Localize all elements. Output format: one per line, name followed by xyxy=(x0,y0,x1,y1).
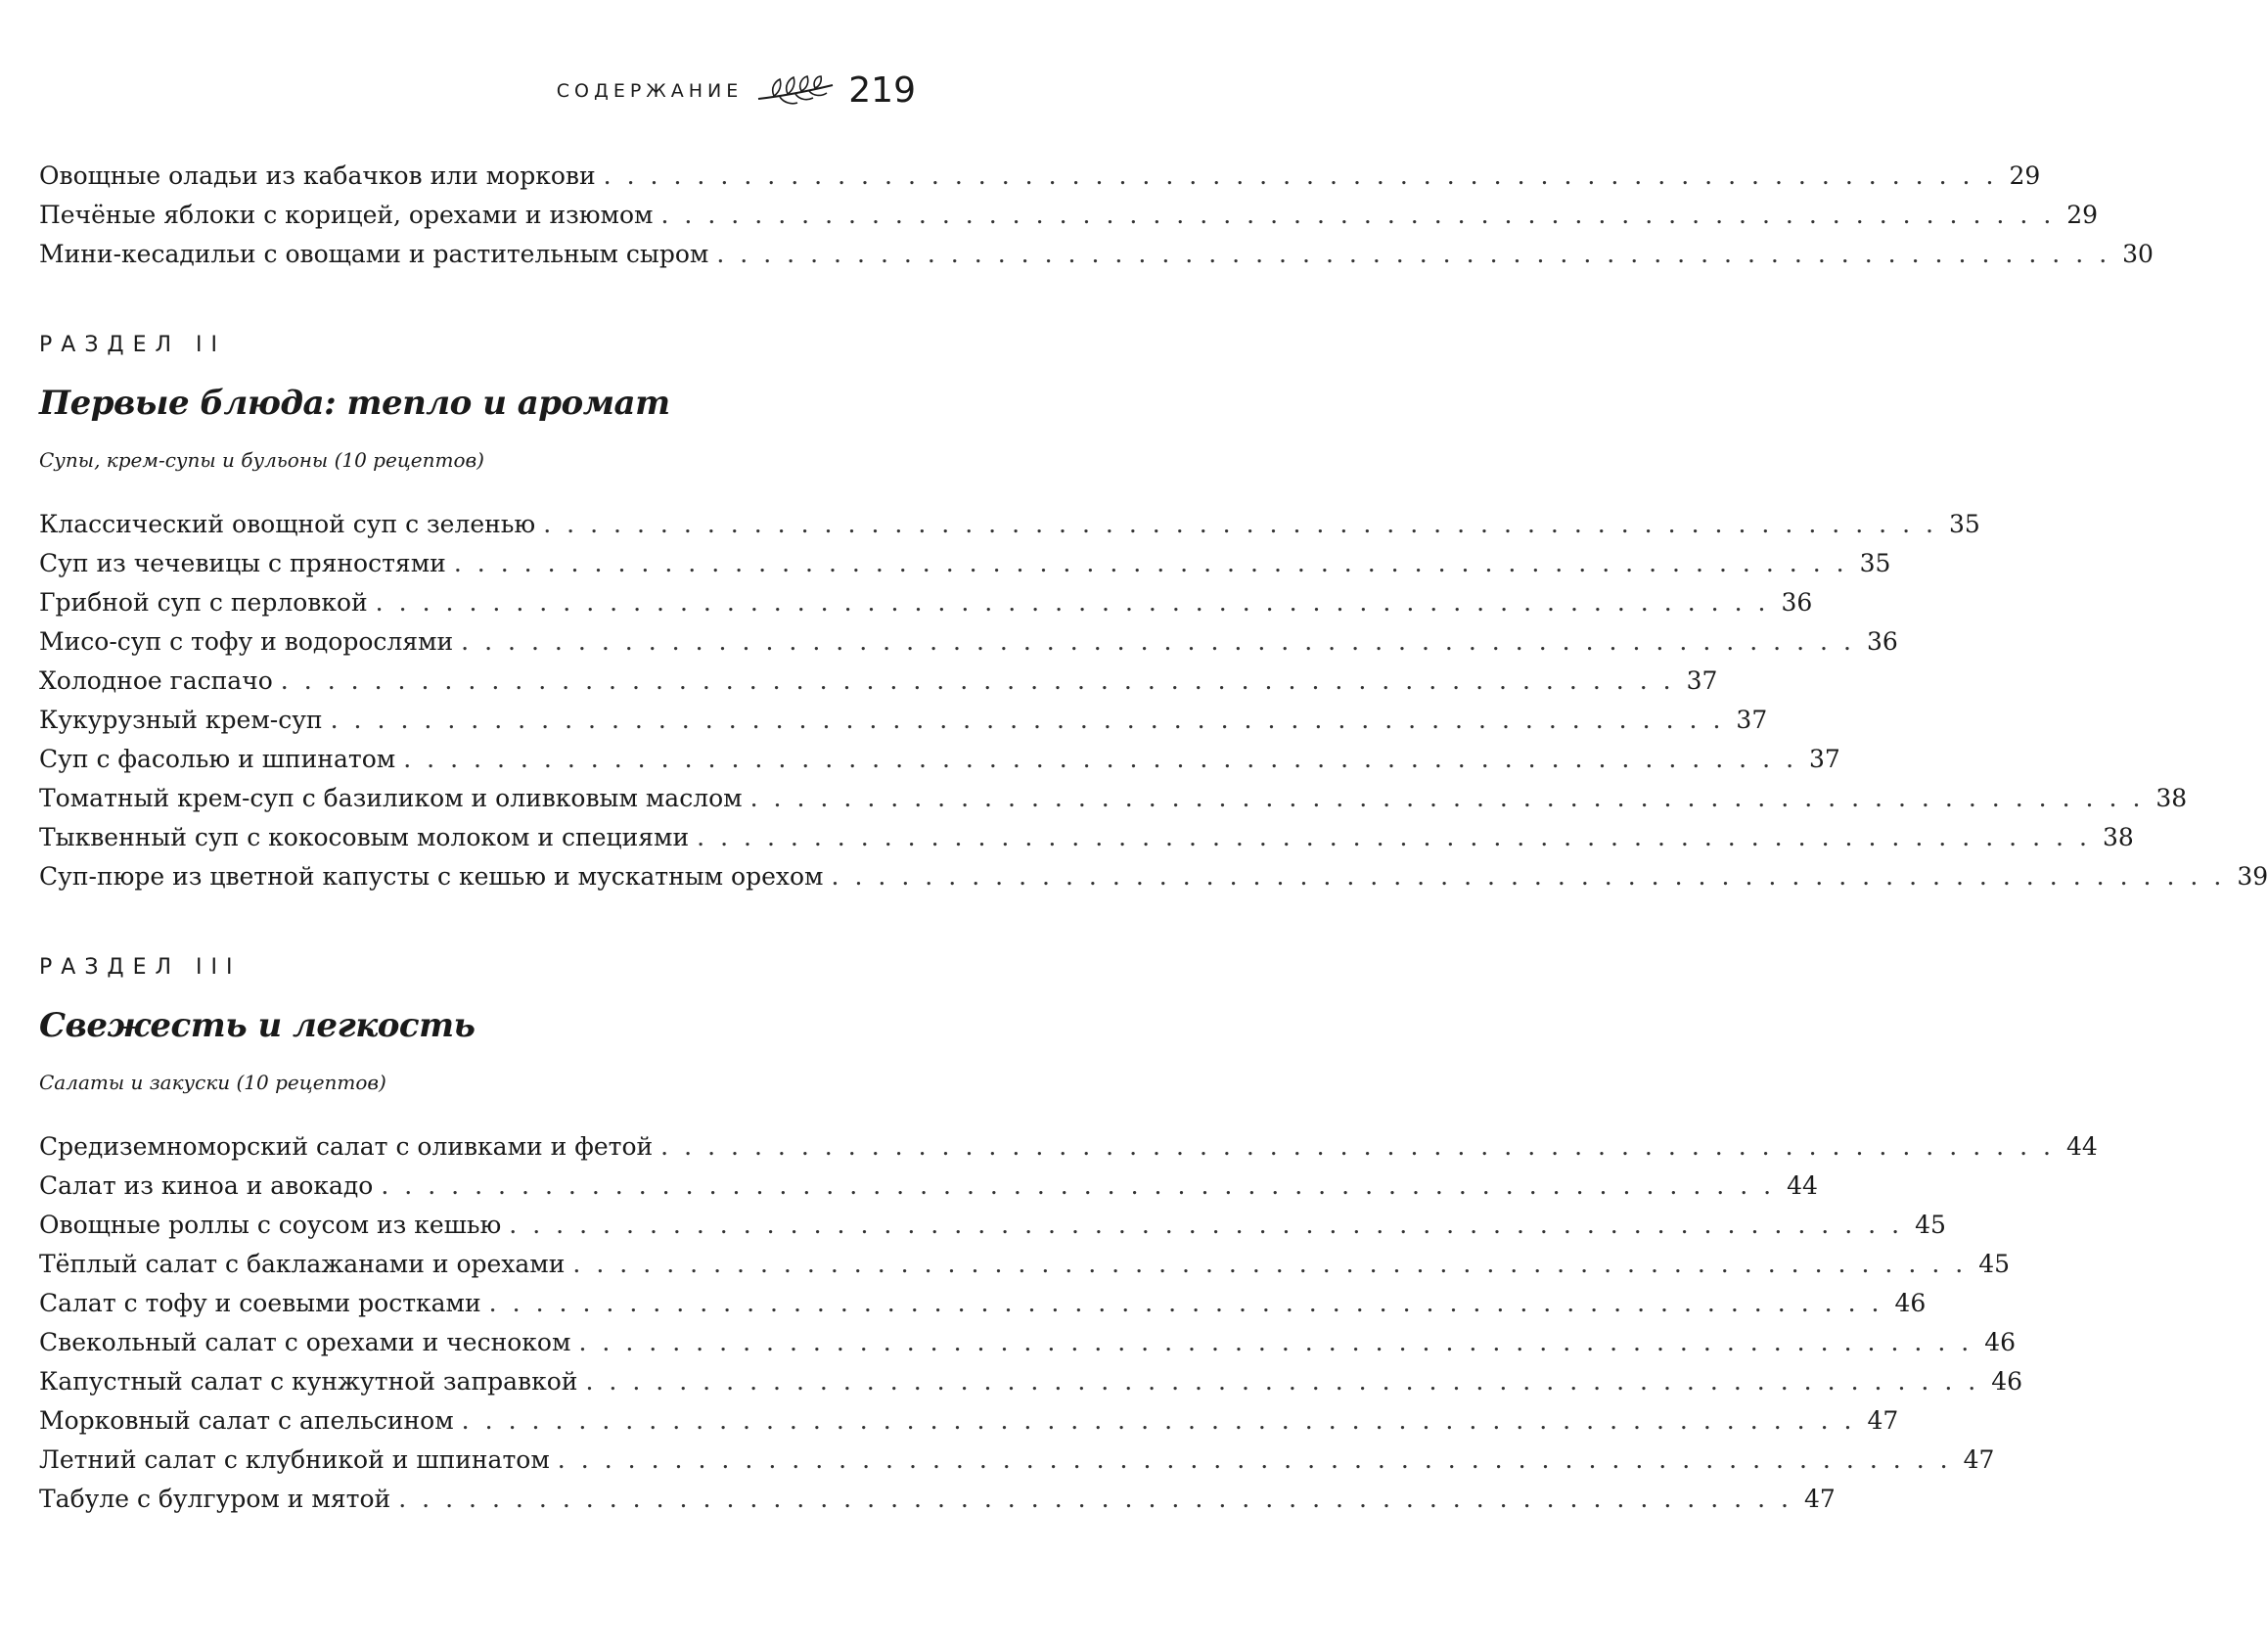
dot-leader: ............................................................ xyxy=(585,1367,1992,1396)
section-2 xyxy=(39,331,2268,896)
dot-leader: ............................................................ xyxy=(330,706,1737,734)
toc-entry xyxy=(39,857,2268,896)
toc-entry xyxy=(39,1323,2017,1362)
section-title: Свежесть и легкость xyxy=(39,1006,476,1045)
toc-entry xyxy=(39,740,1840,779)
page-number: 219 xyxy=(848,70,916,111)
entry-title: Тёплый салат с баклажанами и орехами xyxy=(39,1250,566,1278)
entry-title: Грибной суп с перловкой xyxy=(39,588,368,617)
dot-leader: ............................................................ xyxy=(461,627,1867,656)
entry-page: 47 xyxy=(1963,1445,1995,1474)
dot-leader: ............................................................ xyxy=(398,1485,1804,1513)
page-header xyxy=(557,70,916,111)
entry-page: 38 xyxy=(2102,823,2134,851)
entry-page: 36 xyxy=(1781,588,1813,617)
section-title: Первые блюда: тепло и аромат xyxy=(39,384,670,423)
entry-title: Тыквенный суп с кокосовым молоком и специями xyxy=(39,823,690,851)
toc-entry xyxy=(39,779,2188,818)
entry-title: Классический овощной суп с зеленью xyxy=(39,510,536,538)
entry-title: Суп из чечевицы с пряностями xyxy=(39,549,446,577)
toc-entry xyxy=(39,157,2041,196)
dot-leader: ............................................................ xyxy=(572,1250,1979,1278)
entry-page: 46 xyxy=(1991,1367,2023,1396)
entry-page: 44 xyxy=(1787,1171,1818,1200)
toc-entry xyxy=(39,235,2154,274)
dot-leader: ............................................................ xyxy=(716,240,2123,268)
entry-title: Мисо-суп с тофу и водорослями xyxy=(39,627,454,656)
toc-entry xyxy=(39,622,1898,662)
entry-page: 29 xyxy=(2066,201,2099,229)
running-head: СОДЕРЖАНИЕ xyxy=(556,79,744,102)
toc-entry xyxy=(39,1167,1818,1206)
entry-page: 35 xyxy=(1949,510,1980,538)
toc-entry xyxy=(39,1127,2098,1167)
toc-entry xyxy=(39,1480,1836,1519)
entry-page: 47 xyxy=(1867,1406,1899,1435)
toc-entry xyxy=(39,583,1813,622)
entry-page: 38 xyxy=(2155,784,2188,812)
dot-leader: ............................................................ xyxy=(660,201,2067,229)
entry-title: Салат с тофу и соевыми ростками xyxy=(39,1289,481,1317)
toc-entry xyxy=(39,1401,1899,1441)
entry-page: 44 xyxy=(2065,1132,2098,1161)
entry-page: 29 xyxy=(2009,161,2041,190)
entry-page: 30 xyxy=(2122,240,2154,268)
table-of-contents xyxy=(39,157,2268,1519)
dot-leader: ............................................................ xyxy=(749,784,2156,812)
entry-title: Суп-пюре из цветной капусты с кешью и мускатным орехом xyxy=(39,862,824,891)
entry-page: 39 xyxy=(2237,862,2268,891)
entry-page: 46 xyxy=(1984,1328,2017,1356)
toc-entry xyxy=(39,1284,1927,1323)
toc-entry xyxy=(39,818,2134,857)
toc-entry xyxy=(39,544,1891,583)
toc-entry xyxy=(39,1245,2011,1284)
entry-title: Холодное гаспачо xyxy=(39,666,273,695)
toc-entry xyxy=(39,701,1768,740)
entry-page: 45 xyxy=(1978,1250,2011,1278)
dot-leader: ............................................................ xyxy=(280,666,1687,695)
section-subtitle: Салаты и закуски (10 рецептов) xyxy=(39,1071,386,1094)
dot-leader: ............................................................ xyxy=(375,588,1782,617)
toc-entry xyxy=(39,505,1980,544)
entry-title: Овощные оладьи из кабачков или моркови xyxy=(39,161,596,190)
entry-title: Салат из киноа и авокадо xyxy=(39,1171,374,1200)
dot-leader: ............................................................ xyxy=(831,862,2238,891)
entry-title: Капустный салат с кунжутной заправкой xyxy=(39,1367,578,1396)
section-3 xyxy=(39,953,2098,1519)
dot-leader: ............................................................ xyxy=(509,1211,1916,1239)
entry-title: Томатный крем-суп с базиликом и оливковым маслом xyxy=(39,784,743,812)
toc-entry xyxy=(39,1362,2023,1401)
entry-title: Средиземноморский салат с оливками и фетой xyxy=(39,1132,654,1161)
dot-leader: ............................................................ xyxy=(578,1328,1985,1356)
entry-title: Мини-кесадильи с овощами и растительным сыром xyxy=(39,240,709,268)
toc-entry xyxy=(39,662,1718,701)
dot-leader: ............................................................ xyxy=(697,823,2103,851)
entry-title: Свекольный салат с орехами и чесноком xyxy=(39,1328,571,1356)
entry-page: 47 xyxy=(1804,1485,1836,1513)
toc-entry xyxy=(39,196,2099,235)
entry-title: Печёные яблоки с корицей, орехами и изюмом xyxy=(39,201,654,229)
entry-title: Суп с фасолью и шпинатом xyxy=(39,745,396,773)
dot-leader: ............................................................ xyxy=(461,1406,1868,1435)
dot-leader: ............................................................ xyxy=(603,161,2010,190)
section-label: РАЗДЕЛ II xyxy=(39,333,227,357)
entry-page: 37 xyxy=(1736,706,1768,734)
dot-leader: ............................................................ xyxy=(660,1132,2066,1161)
entry-title: Овощные роллы с соусом из кешью xyxy=(39,1211,502,1239)
entry-title: Морковный салат с апельсином xyxy=(39,1406,454,1435)
dot-leader: ............................................................ xyxy=(403,745,1810,773)
entry-page: 36 xyxy=(1866,627,1898,656)
entry-page: 35 xyxy=(1859,549,1891,577)
dot-leader: ............................................................ xyxy=(453,549,1860,577)
dot-leader: ............................................................ xyxy=(381,1171,1788,1200)
entry-page: 45 xyxy=(1915,1211,1946,1239)
entry-title: Летний салат с клубникой и шпинатом xyxy=(39,1445,550,1474)
entry-page: 37 xyxy=(1686,666,1718,695)
toc-entry xyxy=(39,1206,1946,1245)
dot-leader: ............................................................ xyxy=(543,510,1949,538)
dot-leader: ............................................................ xyxy=(488,1289,1895,1317)
entry-title: Табуле с булгуром и мятой xyxy=(39,1485,391,1513)
section-subtitle: Супы, крем-супы и бульоны (10 рецептов) xyxy=(39,448,484,472)
leaf-branch-icon xyxy=(756,75,835,107)
entry-title: Кукурузный крем-суп xyxy=(39,706,323,734)
toc-entry xyxy=(39,1441,1995,1480)
section-label: РАЗДЕЛ III xyxy=(39,955,242,980)
entry-page: 37 xyxy=(1809,745,1840,773)
entry-page: 46 xyxy=(1894,1289,1927,1317)
intro-entries xyxy=(39,157,2154,274)
dot-leader: ............................................................ xyxy=(557,1445,1964,1474)
